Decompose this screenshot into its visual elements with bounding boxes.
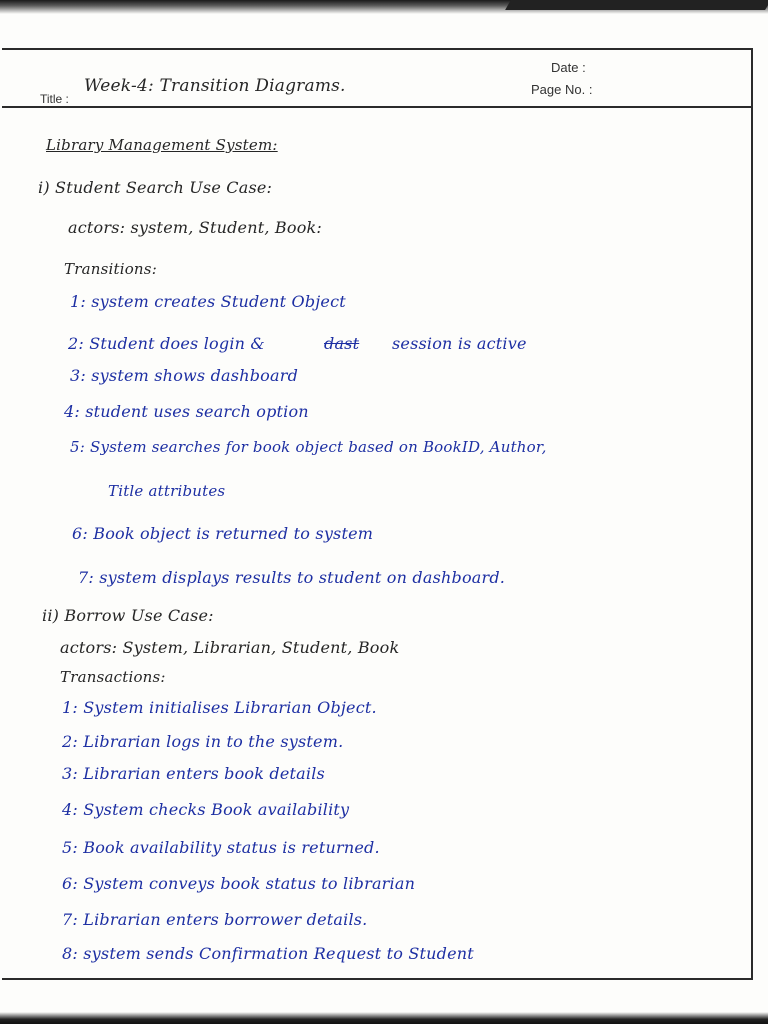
section-2-transactions-label: Transactions: [60,668,166,686]
section-1-step-continued: session is active [392,334,527,353]
section-1-actors: actors: system, Student, Book: [68,218,323,237]
section-1-step: 1: system creates Student Object [70,292,346,311]
section-2-step: 7: Librarian enters borrower details. [62,910,368,929]
section-2-step: 3: Librarian enters book details [62,764,325,783]
main-heading: Library Management System: [46,136,278,154]
section-1-step: 3: system shows dashboard [70,366,299,385]
section-1-step: 6: Book object is returned to system [72,524,374,543]
title-label: Title : [40,92,69,106]
section-2-step: 8: system sends Confirmation Request to Student [62,944,474,963]
section-1-step: 2: Student does login & [68,334,265,353]
section-2-actors: actors: System, Librarian, Student, Book [60,638,400,657]
top-edge-shadow [0,0,768,14]
section-2-step: 5: Book availability status is returned. [62,838,380,857]
struck-out-word: dast [324,334,360,353]
date-label: Date : [551,60,586,75]
section-1-step: 4: student uses search option [64,402,309,421]
section-1-step: 5: System searches for book object based on BookID, Author, [70,438,547,456]
section-1-step: 7: system displays results to student on dashboard. [78,568,506,587]
page-number-label: Page No. : [531,82,593,97]
section-2-step: 6: System conveys book status to librarian [62,874,416,893]
bottom-edge-shadow [0,1012,768,1024]
section-1-heading: i) Student Search Use Case: [38,178,273,197]
section-2-step: 4: System checks Book availability [62,800,350,819]
section-1-transitions-label: Transitions: [64,260,157,278]
section-1-step-continued: Title attributes [108,482,226,500]
section-2-step: 1: System initialises Librarian Object. [62,698,377,717]
section-2-step: 2: Librarian logs in to the system. [62,732,344,751]
page-title: Week-4: Transition Diagrams. [84,76,346,96]
header-rule [2,106,753,108]
section-2-heading: ii) Borrow Use Case: [42,606,214,625]
